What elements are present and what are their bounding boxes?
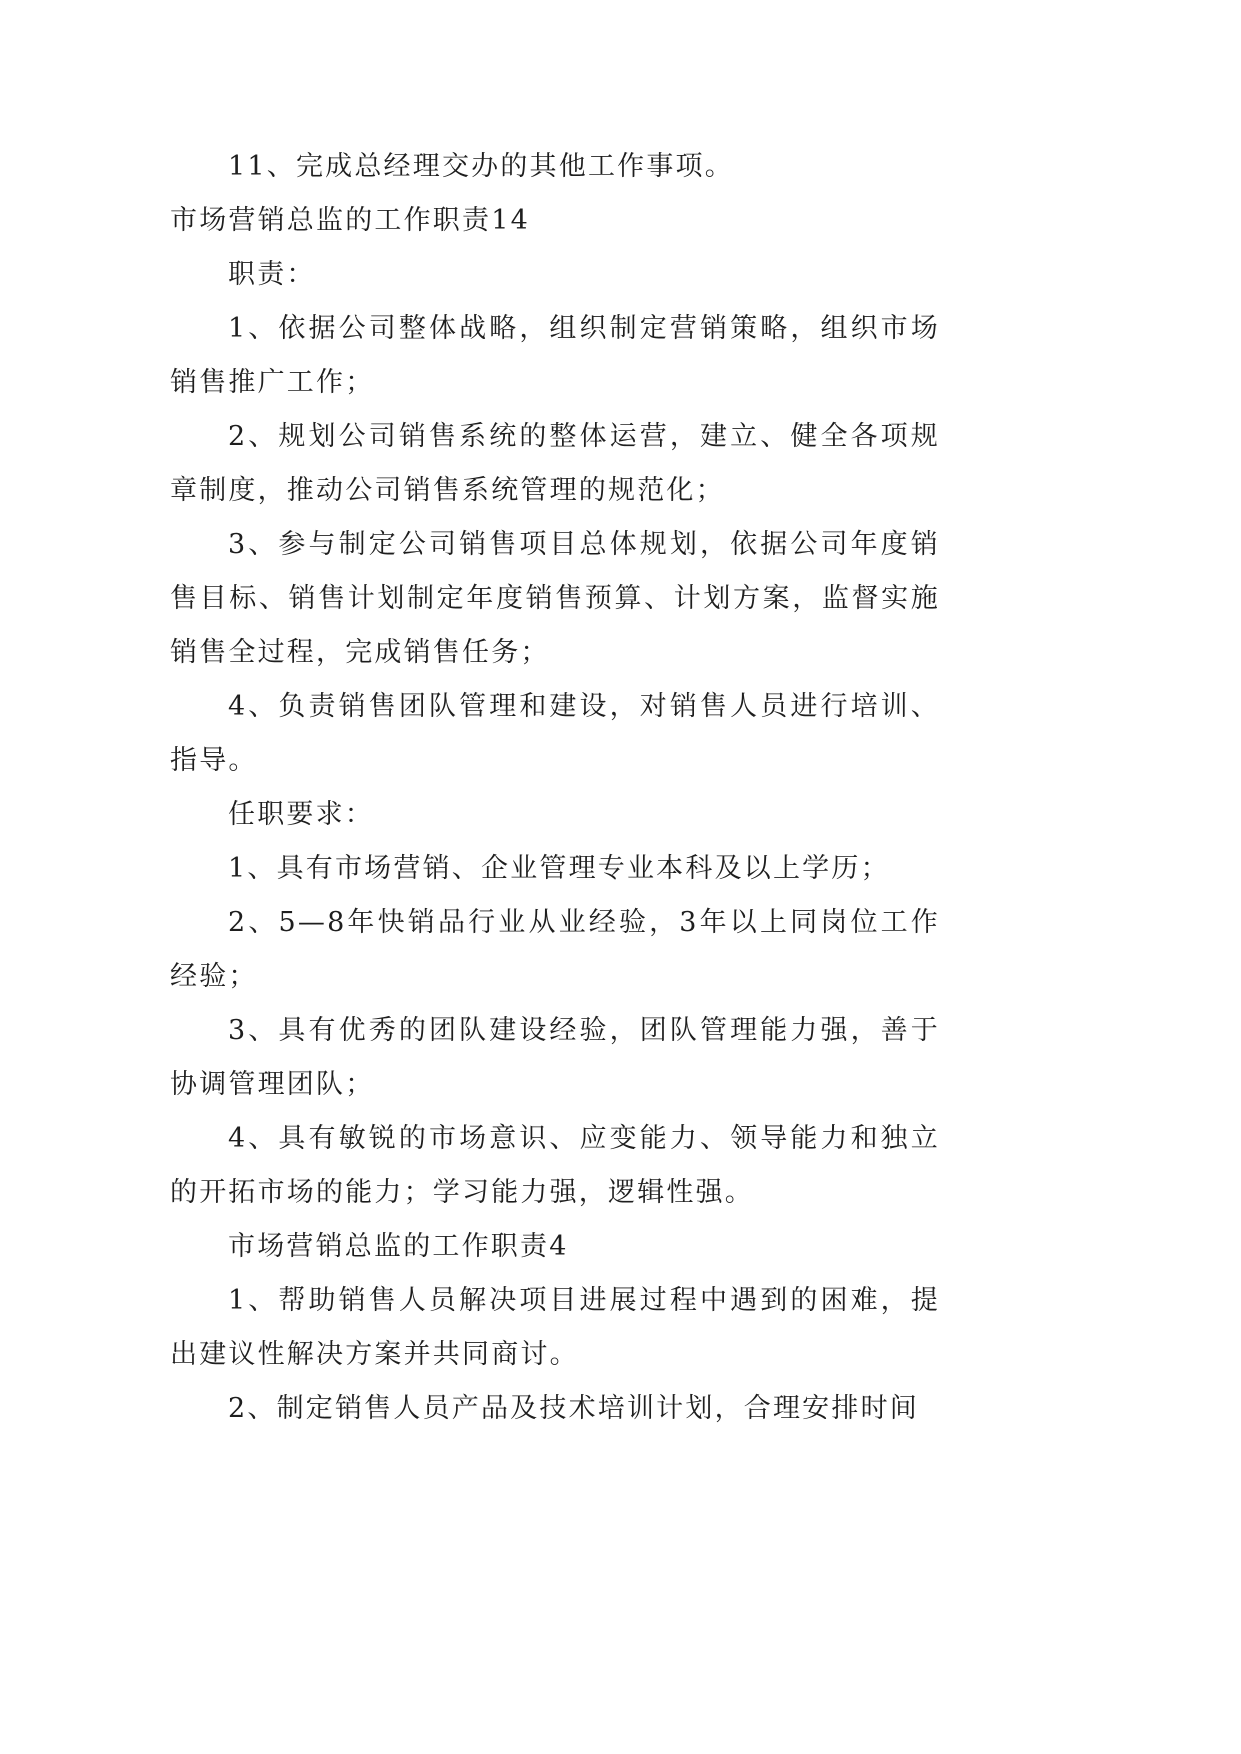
paragraph: 1、帮助销售人员解决项目进展过程中遇到的困难，提出建议性解决方案并共同商讨。 — [170, 1285, 940, 1370]
paragraph: 2、5—8年快销品行业从业经验，3年以上同岗位工作经验； — [170, 907, 940, 992]
paragraph: 1、具有市场营销、企业管理专业本科及以上学历； — [228, 853, 890, 884]
paragraph: 3、具有优秀的团队建设经验，团队管理能力强，善于协调管理团队； — [170, 1015, 940, 1100]
section-heading: 市场营销总监的工作职责4 — [228, 1231, 569, 1262]
paragraph: 2、规划公司销售系统的整体运营，建立、健全各项规章制度，推动公司销售系统管理的规范化； — [170, 421, 940, 506]
paragraph: 11、完成总经理交办的其他工作事项。 — [228, 151, 734, 182]
paragraph: 4、负责销售团队管理和建设，对销售人员进行培训、指导。 — [170, 691, 940, 776]
paragraph: 1、依据公司整体战略，组织制定营销策略，组织市场销售推广工作； — [170, 313, 940, 398]
paragraph: 4、具有敏锐的市场意识、应变能力、领导能力和独立的开拓市场的能力；学习能力强，逻辑性强。 — [170, 1123, 940, 1208]
section-heading: 市场营销总监的工作职责14 — [170, 205, 530, 236]
paragraph: 2、制定销售人员产品及技术培训计划，合理安排时间 — [228, 1393, 919, 1424]
subheading-requirements: 任职要求： — [228, 799, 374, 830]
document-body — [170, 140, 940, 1436]
subheading-duties: 职责： — [228, 259, 316, 290]
paragraph: 3、参与制定公司销售项目总体规划，依据公司年度销售目标、销售计划制定年度销售预算、计划方案，监督实施销售全过程，完成销售任务； — [170, 529, 940, 668]
